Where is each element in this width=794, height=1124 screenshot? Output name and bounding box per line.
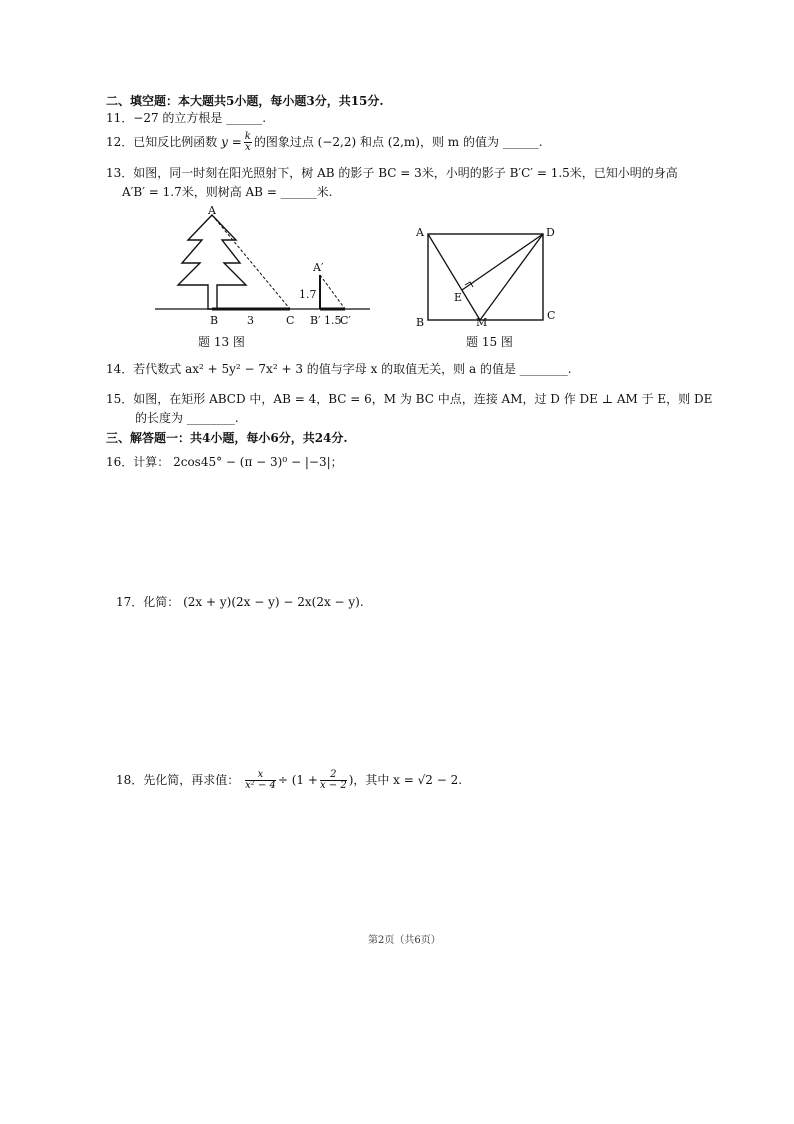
question-11 — [106, 110, 266, 126]
fraction-numerator: 2 — [320, 770, 347, 781]
fraction-2-over-x-minus-2 — [320, 770, 347, 791]
label-A-prime: A′ — [313, 261, 324, 274]
label-1-5: 1.5 — [324, 314, 342, 327]
page-footer: 第2页（共6页） — [368, 935, 441, 946]
question-number: 17． — [116, 595, 144, 609]
label-A: A — [208, 204, 216, 217]
question-12 — [106, 132, 543, 153]
label-C: C — [547, 309, 556, 322]
question-text: 如图，在矩形 ABCD 中，AB = 4，BC = 6，M 为 BC 中点，连接 AM，过 D 作 DE ⊥ AM 于 E，则 DE — [133, 392, 713, 406]
question-13-line-2: A′B′ = 1.7米，则树高 AB = ______米. — [122, 185, 333, 199]
label-1-7: 1.7 — [299, 288, 317, 301]
label-D: D — [546, 226, 555, 239]
fraction-k-over-x — [244, 132, 252, 153]
label-C: C — [286, 314, 295, 327]
question-number: 13． — [106, 166, 134, 180]
fraction-numerator: k — [244, 131, 251, 142]
question-number: 14． — [106, 362, 134, 376]
label-3: 3 — [247, 314, 254, 327]
section-heading-fill-in: 二、填空题：本大题共5小题，每小题3分，共15分. — [106, 94, 384, 108]
figure-13-caption: 题 13 图 — [198, 335, 245, 349]
question-text: 若代数式 ax² + 5y² − 7x² + 3 的值与字母 x 的取值无关，则 a 的值是 ________. — [133, 362, 572, 376]
question-15-line-2: 的长度为 ________. — [135, 411, 239, 425]
label-B: B — [210, 314, 219, 327]
question-text: 计算： 2cos45° − (π − 3)⁰ − |−3|； — [133, 455, 343, 469]
fraction-denominator: x — [244, 142, 251, 153]
question-18 — [116, 770, 462, 791]
label-B: B — [416, 316, 425, 329]
fraction-denominator: x − 2 — [319, 780, 347, 791]
label-A: A — [416, 226, 424, 239]
question-number: 15． — [106, 392, 134, 406]
question-number: 18． — [116, 773, 144, 787]
fraction-denominator: x² − 4 — [245, 780, 276, 791]
question-17 — [116, 594, 364, 610]
question-text: −27 的立方根是 ______. — [133, 111, 267, 125]
figure-13-tree-shadow — [150, 205, 390, 340]
question-text: 化简： (2x + y)(2x − y) − 2x(2x − y). — [143, 595, 364, 609]
label-B-prime: B′ — [310, 314, 321, 327]
label-E: E — [454, 291, 463, 304]
question-16 — [106, 454, 343, 470]
section-heading-answer: 三、解答题一：共4小题，每小6分，共24分. — [106, 431, 348, 445]
question-text-a: 已知反比例函数 — [133, 135, 218, 149]
fraction-x-over-x2-minus-4 — [245, 770, 276, 791]
question-text-a: 先化简，再求值： — [143, 773, 240, 787]
label-M: M — [476, 316, 488, 329]
figure-15-rectangle — [410, 222, 570, 342]
question-text-b: 的图象过点 (−2,2) 和点 (2,m)，则 m 的值为 ______. — [253, 135, 543, 149]
question-13-line-1 — [106, 165, 678, 181]
fraction-numerator: x — [245, 770, 276, 781]
question-text-b: )，其中 x = √2 − 2. — [348, 773, 463, 787]
question-15-line-1 — [106, 391, 712, 407]
question-number: 11． — [106, 111, 134, 125]
equation-lhs: y = — [221, 135, 242, 149]
question-number: 16． — [106, 455, 134, 469]
expression-middle: ÷ (1 + — [277, 773, 318, 787]
question-text: 如图，同一时刻在阳光照射下，树 AB 的影子 BC = 3米，小明的影子 B′C′ = 1.5米，已知小明的身高 — [133, 166, 678, 180]
figure-15-caption: 题 15 图 — [466, 335, 513, 349]
question-14 — [106, 361, 572, 377]
label-C-prime: C′ — [340, 314, 351, 327]
question-number: 12． — [106, 135, 134, 149]
